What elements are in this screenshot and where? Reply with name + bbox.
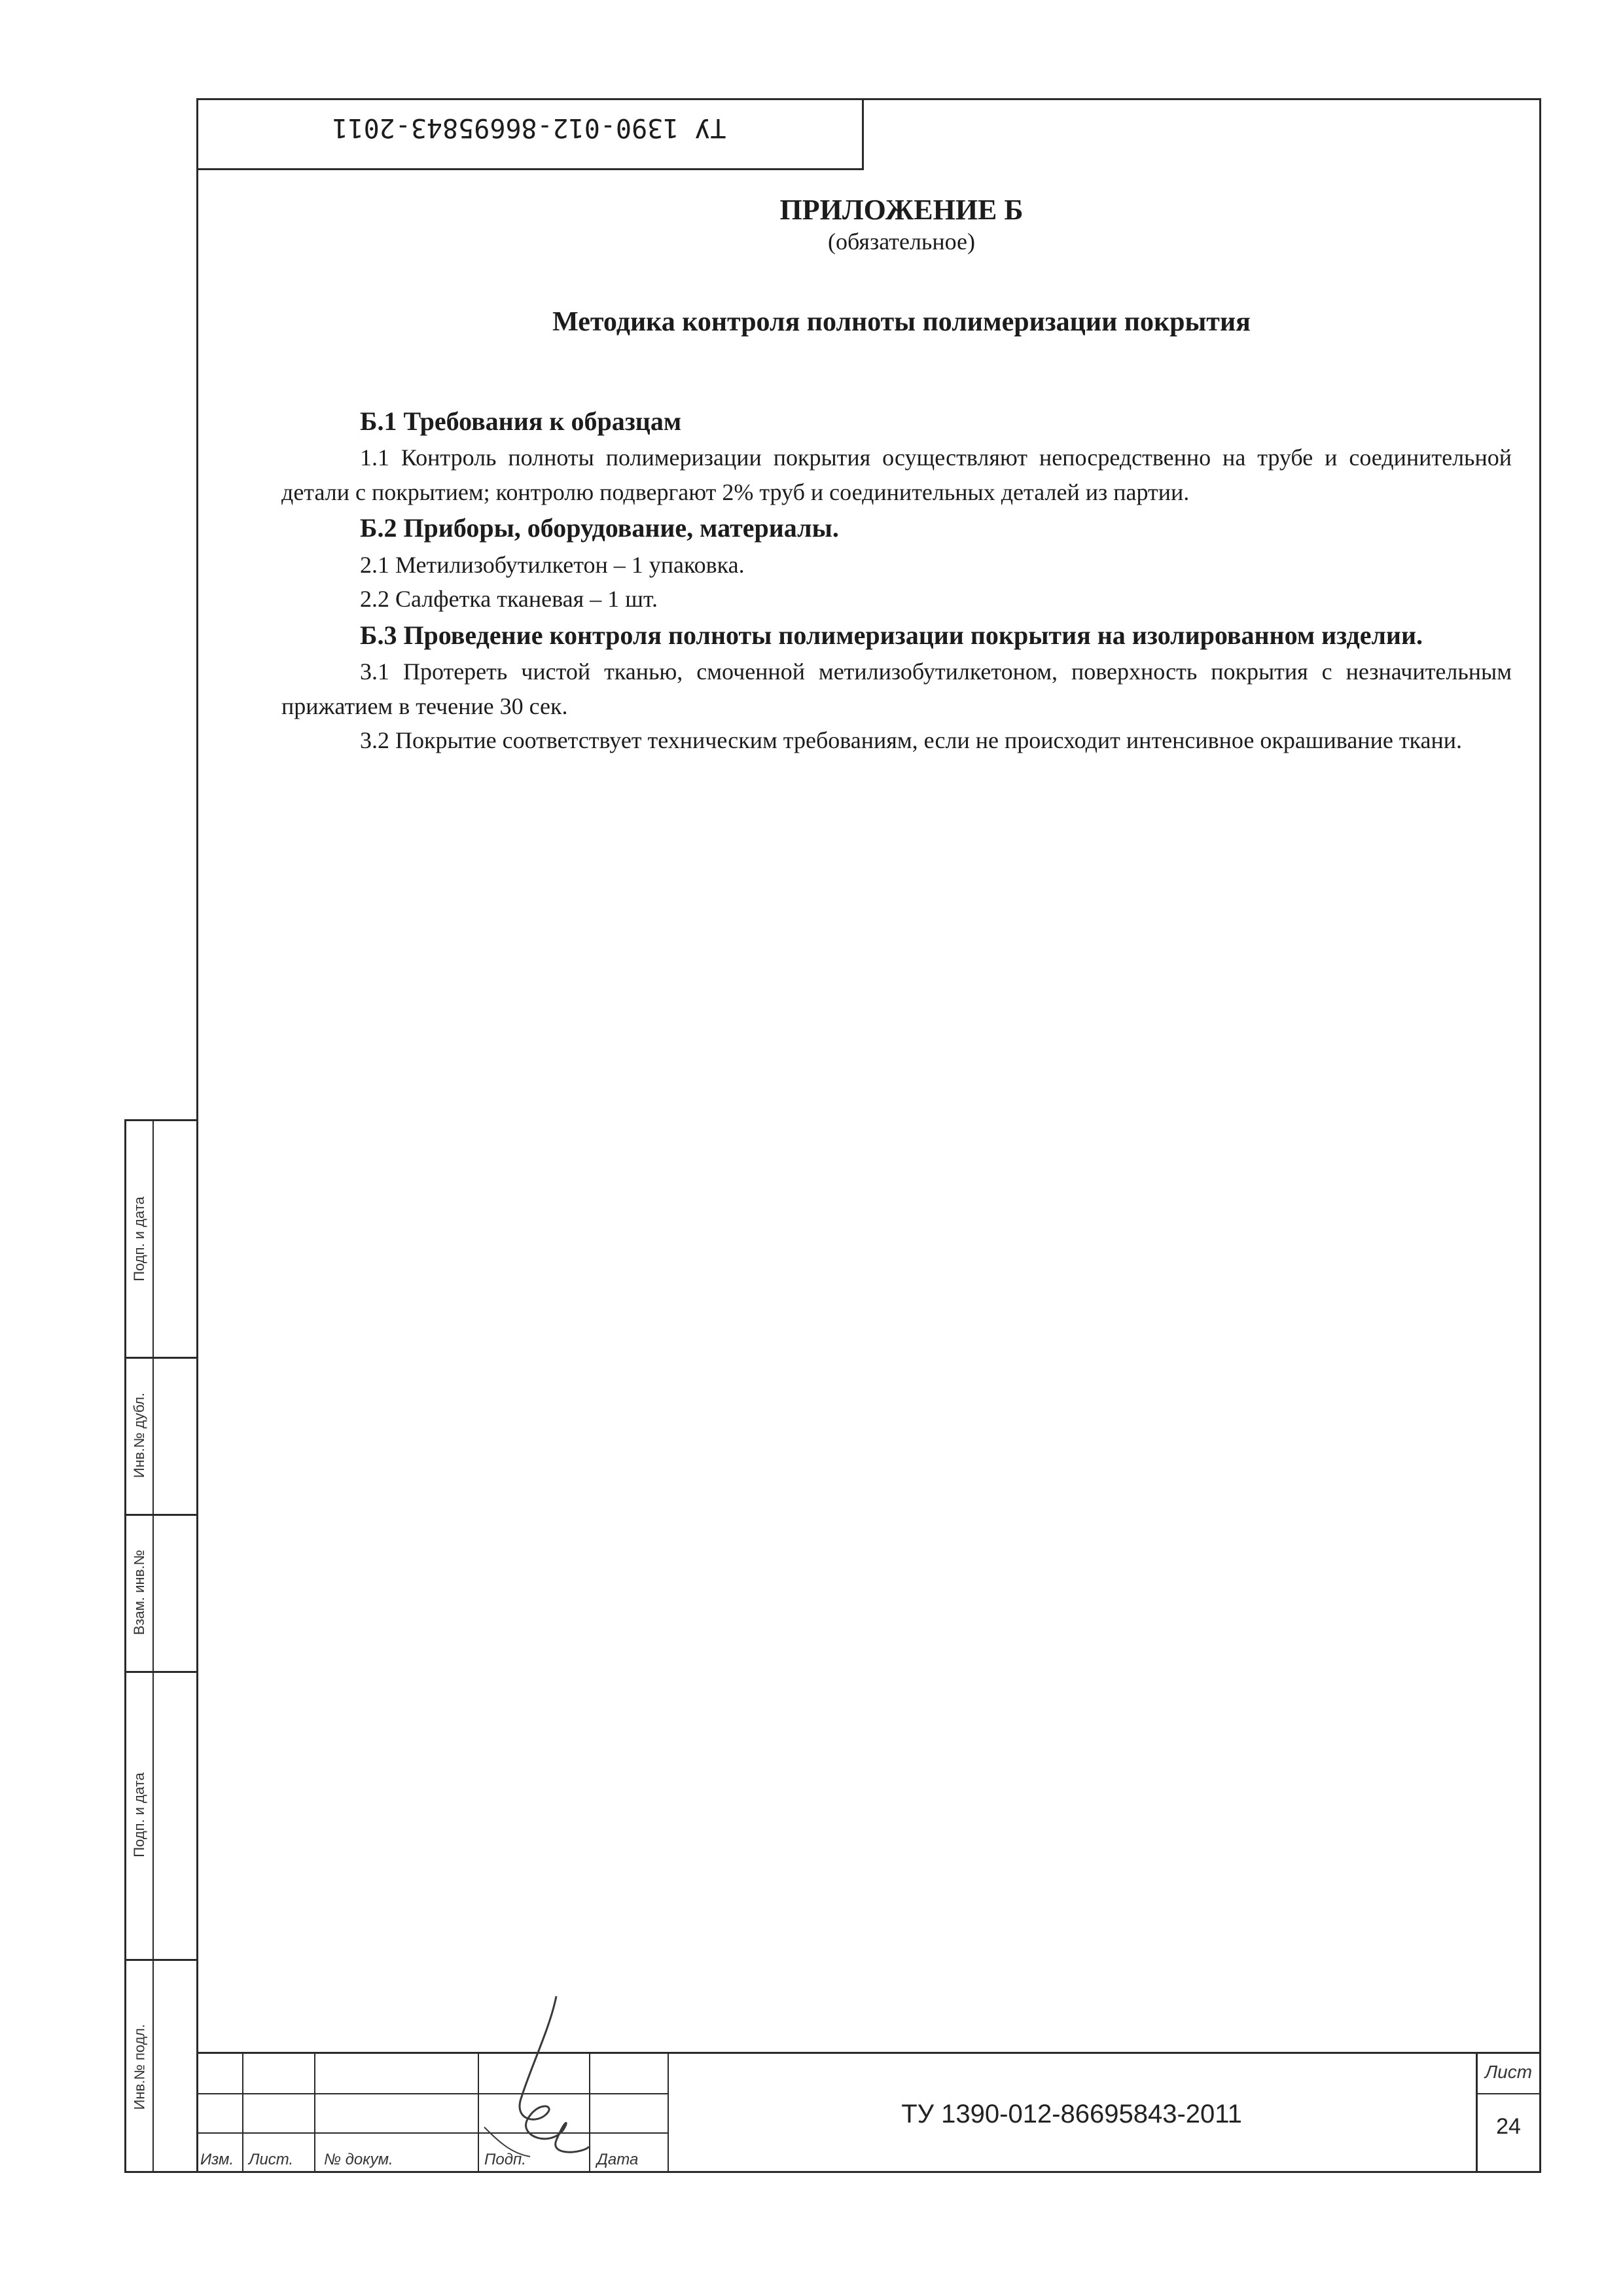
col-label-signature: Подп. [484, 2151, 526, 2168]
strip-cell-3 [126, 1514, 152, 1671]
strip-label-orig-inv: Инв.№ подл. [131, 2024, 147, 2110]
strip-label-sign-date-1: Подп. и дата [131, 1196, 147, 1282]
col-label-change: Изм. [200, 2151, 234, 2168]
sheet-label: Лист [1484, 2062, 1533, 2082]
paragraph-2-1: 2.1 Метилизобутилкетон – 1 упаковка. [360, 551, 745, 578]
strip-cell-1 [126, 1121, 152, 1357]
col-label-doc-no: № докум. [324, 2151, 393, 2168]
appendix-subtitle: (обязательное) [828, 228, 975, 255]
paragraph-3-1: 3.1 Протереть чистой тканью, смоченной метилизобутилкетоном, поверхность покрытия с незначительным прижатием в течение 30 сек. [281, 658, 1512, 719]
strip-label-dup-inv: Инв.№ дубл. [131, 1392, 147, 1479]
strip-label-sign-date-2: Подп. и дата [131, 1772, 147, 1857]
paragraph-1-1: 1.1 Контроль полноты полимеризации покрытия осуществляют непосредственно на трубе и соединительной детали с покрытием; контролю подвергают 2% труб и соединительных деталей из партии. [281, 444, 1512, 505]
appendix-title: ПРИЛОЖЕНИЕ Б [779, 194, 1024, 226]
strip-label-replace-inv: Взам. инв.№ [131, 1549, 147, 1636]
sheet-number: 24 [1496, 2114, 1521, 2139]
strip-cell-5 [126, 1959, 152, 2175]
body-text [281, 403, 1512, 758]
paragraph-2-2: 2.2 Салфетка тканевая – 1 шт. [360, 586, 658, 613]
rotated-doc-code: ТУ 1390-012-86695843-2011 [332, 113, 726, 143]
top-rotated-stamp [196, 98, 864, 170]
title-block-doc-code: ТУ 1390-012-86695843-2011 [901, 2100, 1242, 2128]
left-stamp-strip [124, 1119, 196, 2173]
handwritten-signature-icon [458, 1990, 602, 2179]
col-label-sheet: Лист. [249, 2151, 294, 2168]
strip-column-divider [152, 1121, 154, 2171]
section-heading-b3: Б.3 Проведение контроля полноты полимеризации покрытия на изолированном изделии. [360, 620, 1423, 650]
col-label-date: Дата [597, 2151, 639, 2168]
strip-cell-4 [126, 1671, 152, 1959]
grid-line [242, 2054, 243, 2173]
title-block [196, 2052, 1541, 2173]
section-heading-b2: Б.2 Приборы, оборудование, материалы. [360, 513, 839, 543]
appendix-heading: Методика контроля полноты полимеризации покрытия [552, 307, 1251, 337]
grid-line [314, 2054, 315, 2173]
paragraph-3-2: 3.2 Покрытие соответствует техническим требованиям, если не происходит интенсивное окрашивание ткани. [360, 727, 1463, 754]
section-heading-b1: Б.1 Требования к образцам [360, 406, 682, 436]
strip-cell-2 [126, 1357, 152, 1514]
sheet-cell-hline [1476, 2093, 1541, 2094]
